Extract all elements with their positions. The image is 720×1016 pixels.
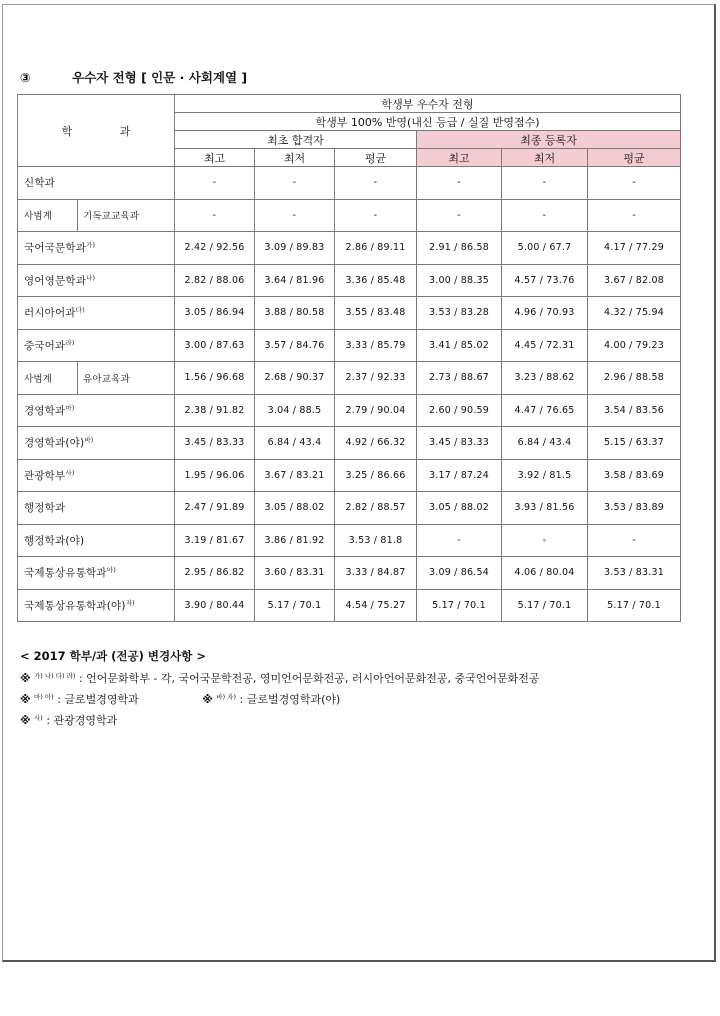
- score-cell: -: [502, 167, 588, 200]
- score-cell: 3.67 / 83.21: [255, 459, 335, 492]
- note-text: : 언어문화학부 - 각, 국어국문학전공, 영미언어문화전공, 러시아언어문화전공, 중국언어문화전공: [78, 672, 540, 685]
- note-mark: ※: [20, 693, 31, 706]
- dept-label: 영어영문학과: [24, 274, 87, 287]
- table-row: [18, 524, 681, 557]
- score-cell: 3.90 / 80.44: [175, 589, 255, 622]
- score-cell: 3.45 / 83.33: [417, 427, 502, 460]
- score-cell: 3.53 / 83.28: [417, 297, 502, 330]
- score-cell: 4.47 / 76.65: [502, 394, 588, 427]
- score-cell: 3.92 / 81.5: [502, 459, 588, 492]
- score-cell: -: [255, 167, 335, 200]
- score-cell: 4.32 / 75.94: [588, 297, 681, 330]
- note-text: : 글로벌경영학과(야): [239, 693, 341, 706]
- table-row: [18, 427, 681, 460]
- score-cell: 5.17 / 70.1: [417, 589, 502, 622]
- score-cell: 3.86 / 81.92: [255, 524, 335, 557]
- score-cell: 3.57 / 84.76: [255, 329, 335, 362]
- dept-name: [18, 427, 175, 460]
- score-cell: 3.36 / 85.48: [335, 264, 417, 297]
- score-cell: 2.37 / 92.33: [335, 362, 417, 395]
- score-cell: 4.92 / 66.32: [335, 427, 417, 460]
- score-cell: 3.00 / 87.63: [175, 329, 255, 362]
- score-cell: 4.00 / 79.23: [588, 329, 681, 362]
- score-cell: -: [588, 199, 681, 232]
- score-cell: 3.53 / 83.31: [588, 557, 681, 590]
- score-cell: 2.82 / 88.57: [335, 492, 417, 525]
- score-cell: 3.05 / 88.02: [255, 492, 335, 525]
- section-title: [20, 68, 247, 86]
- header-sub: 학생부 100% 반영(내신 등급 / 실질 반영점수): [175, 113, 681, 131]
- dept-label: 신학과: [24, 177, 56, 190]
- dept-footnote-mark: 가): [86, 241, 96, 250]
- header-main: 학생부 우수자 전형: [175, 95, 681, 113]
- table-row: [18, 297, 681, 330]
- table-row: [18, 232, 681, 265]
- score-cell: 3.19 / 81.67: [175, 524, 255, 557]
- table-row: [18, 459, 681, 492]
- note-sup: 바) 자): [216, 693, 236, 701]
- score-cell: -: [417, 199, 502, 232]
- score-cell: 2.96 / 88.58: [588, 362, 681, 395]
- note-mark: ※: [20, 672, 31, 685]
- col-header-avg: 평균: [588, 149, 681, 167]
- change-notes: [20, 648, 540, 733]
- score-cell: 4.57 / 73.76: [502, 264, 588, 297]
- score-cell: 3.33 / 85.79: [335, 329, 417, 362]
- score-cell: 3.00 / 88.35: [417, 264, 502, 297]
- dept-category: 사범계: [18, 199, 78, 232]
- table-row: [18, 492, 681, 525]
- dept-name: [18, 557, 175, 590]
- score-cell: 3.53 / 83.89: [588, 492, 681, 525]
- dept-footnote-mark: 자): [125, 598, 135, 607]
- note-line: [20, 712, 540, 733]
- table-row: [18, 557, 681, 590]
- score-cell: 2.60 / 90.59: [417, 394, 502, 427]
- dept-name: [18, 329, 175, 362]
- score-cell: 3.54 / 83.56: [588, 394, 681, 427]
- score-cell: -: [588, 524, 681, 557]
- note-sup: 가) 나) 다) 라): [34, 672, 76, 680]
- score-cell: 2.95 / 86.82: [175, 557, 255, 590]
- dept-name: [18, 167, 175, 200]
- score-cell: 4.06 / 80.04: [502, 557, 588, 590]
- group-first-admit: 최초 합격자: [175, 131, 417, 149]
- score-cell: 6.84 / 43.4: [502, 427, 588, 460]
- score-cell: -: [335, 199, 417, 232]
- score-cell: 3.05 / 86.94: [175, 297, 255, 330]
- table-row: [18, 394, 681, 427]
- score-cell: 3.33 / 84.87: [335, 557, 417, 590]
- note-line: [20, 670, 540, 691]
- score-cell: 3.60 / 83.31: [255, 557, 335, 590]
- score-cell: 3.41 / 85.02: [417, 329, 502, 362]
- admission-score-table: [17, 94, 681, 622]
- score-cell: -: [502, 199, 588, 232]
- col-header-min: 최저: [502, 149, 588, 167]
- score-cell: 5.00 / 67.7: [502, 232, 588, 265]
- note-text: : 글로벌경영학과: [57, 693, 139, 706]
- dept-footnote-mark: 다): [75, 306, 85, 315]
- score-cell: 3.04 / 88.5: [255, 394, 335, 427]
- dept-name: [18, 459, 175, 492]
- dept-name: [18, 297, 175, 330]
- note-line: [20, 691, 540, 712]
- score-cell: 3.09 / 89.83: [255, 232, 335, 265]
- score-cell: 3.53 / 81.8: [335, 524, 417, 557]
- score-cell: 3.55 / 83.48: [335, 297, 417, 330]
- score-cell: 3.17 / 87.24: [417, 459, 502, 492]
- note-sup: 마) 아): [34, 693, 54, 701]
- score-cell: 6.84 / 43.4: [255, 427, 335, 460]
- table-row: [18, 329, 681, 362]
- corner-header: 학 과: [18, 95, 175, 167]
- score-cell: 5.15 / 63.37: [588, 427, 681, 460]
- table-row: [18, 264, 681, 297]
- table-row: [18, 589, 681, 622]
- dept-name: [18, 264, 175, 297]
- table-row: [18, 362, 681, 395]
- score-cell: 2.42 / 92.56: [175, 232, 255, 265]
- score-cell: 3.93 / 81.56: [502, 492, 588, 525]
- note-text: : 관광경영학과: [46, 714, 118, 727]
- score-cell: 2.38 / 91.82: [175, 394, 255, 427]
- dept-footnote-mark: 나): [86, 273, 96, 282]
- score-cell: 2.73 / 88.67: [417, 362, 502, 395]
- dept-name: [18, 232, 175, 265]
- col-header-max: 최고: [417, 149, 502, 167]
- col-header-max: 최고: [175, 149, 255, 167]
- dept-label: 러시아어과: [24, 307, 76, 320]
- dept-footnote-mark: 마): [65, 403, 75, 412]
- score-cell: 3.05 / 88.02: [417, 492, 502, 525]
- note-mark: ※: [20, 714, 31, 727]
- dept-name: [18, 394, 175, 427]
- score-cell: 3.45 / 83.33: [175, 427, 255, 460]
- score-cell: 2.68 / 90.37: [255, 362, 335, 395]
- score-cell: 4.45 / 72.31: [502, 329, 588, 362]
- score-cell: -: [502, 524, 588, 557]
- score-cell: 3.64 / 81.96: [255, 264, 335, 297]
- dept-footnote-mark: 바): [84, 436, 94, 445]
- score-cell: 5.17 / 70.1: [588, 589, 681, 622]
- table-row: [18, 167, 681, 200]
- section-title-text: 우수자 전형 [ 인문 · 사회계열 ]: [72, 70, 248, 85]
- notes-title: < 2017 학부/과 (전공) 변경사항 >: [20, 649, 206, 663]
- dept-label: 행정학과(야): [24, 534, 85, 547]
- score-cell: 4.17 / 77.29: [588, 232, 681, 265]
- score-cell: 2.79 / 90.04: [335, 394, 417, 427]
- score-cell: -: [588, 167, 681, 200]
- score-cell: 3.67 / 82.08: [588, 264, 681, 297]
- dept-label: 경영학과: [24, 404, 66, 417]
- section-number: ③: [20, 70, 31, 85]
- dept-name: [18, 492, 175, 525]
- dept-name: [18, 589, 175, 622]
- score-cell: 5.17 / 70.1: [502, 589, 588, 622]
- dept-footnote-mark: 사): [65, 468, 75, 477]
- score-cell: 4.54 / 75.27: [335, 589, 417, 622]
- dept-name: 유아교육과: [78, 362, 175, 395]
- score-cell: 2.86 / 89.11: [335, 232, 417, 265]
- score-cell: -: [335, 167, 417, 200]
- dept-footnote-mark: 아): [106, 566, 116, 575]
- score-cell: 3.09 / 86.54: [417, 557, 502, 590]
- dept-name: 기독교교육과: [78, 199, 175, 232]
- score-cell: 3.58 / 83.69: [588, 459, 681, 492]
- score-cell: 4.96 / 70.93: [502, 297, 588, 330]
- note-sup: 사): [34, 714, 43, 722]
- score-cell: -: [175, 199, 255, 232]
- dept-label: 경영학과(야): [24, 437, 85, 450]
- group-final-enrolled: 최종 등록자: [417, 131, 681, 149]
- score-cell: 5.17 / 70.1: [255, 589, 335, 622]
- note-mark: ※: [202, 693, 213, 706]
- dept-label: 국제통상유통학과: [24, 567, 107, 580]
- score-cell: -: [175, 167, 255, 200]
- col-header-avg: 평균: [335, 149, 417, 167]
- score-cell: 2.47 / 91.89: [175, 492, 255, 525]
- score-cell: 2.82 / 88.06: [175, 264, 255, 297]
- col-header-min: 최저: [255, 149, 335, 167]
- score-cell: 3.88 / 80.58: [255, 297, 335, 330]
- score-cell: 1.56 / 96.68: [175, 362, 255, 395]
- score-cell: 1.95 / 96.06: [175, 459, 255, 492]
- dept-name: [18, 524, 175, 557]
- score-cell: 3.23 / 88.62: [502, 362, 588, 395]
- dept-category: 사범계: [18, 362, 78, 395]
- score-cell: 2.91 / 86.58: [417, 232, 502, 265]
- dept-label: 중국어과: [24, 339, 66, 352]
- dept-footnote-mark: 라): [65, 338, 75, 347]
- dept-label: 관광학부: [24, 469, 66, 482]
- dept-label: 국제통상유통학과(야): [24, 599, 126, 612]
- score-cell: -: [255, 199, 335, 232]
- table-row: [18, 199, 681, 232]
- score-cell: -: [417, 167, 502, 200]
- score-cell: -: [417, 524, 502, 557]
- dept-label: 국어국문학과: [24, 242, 87, 255]
- score-cell: 3.25 / 86.66: [335, 459, 417, 492]
- dept-label: 행정학과: [24, 502, 66, 515]
